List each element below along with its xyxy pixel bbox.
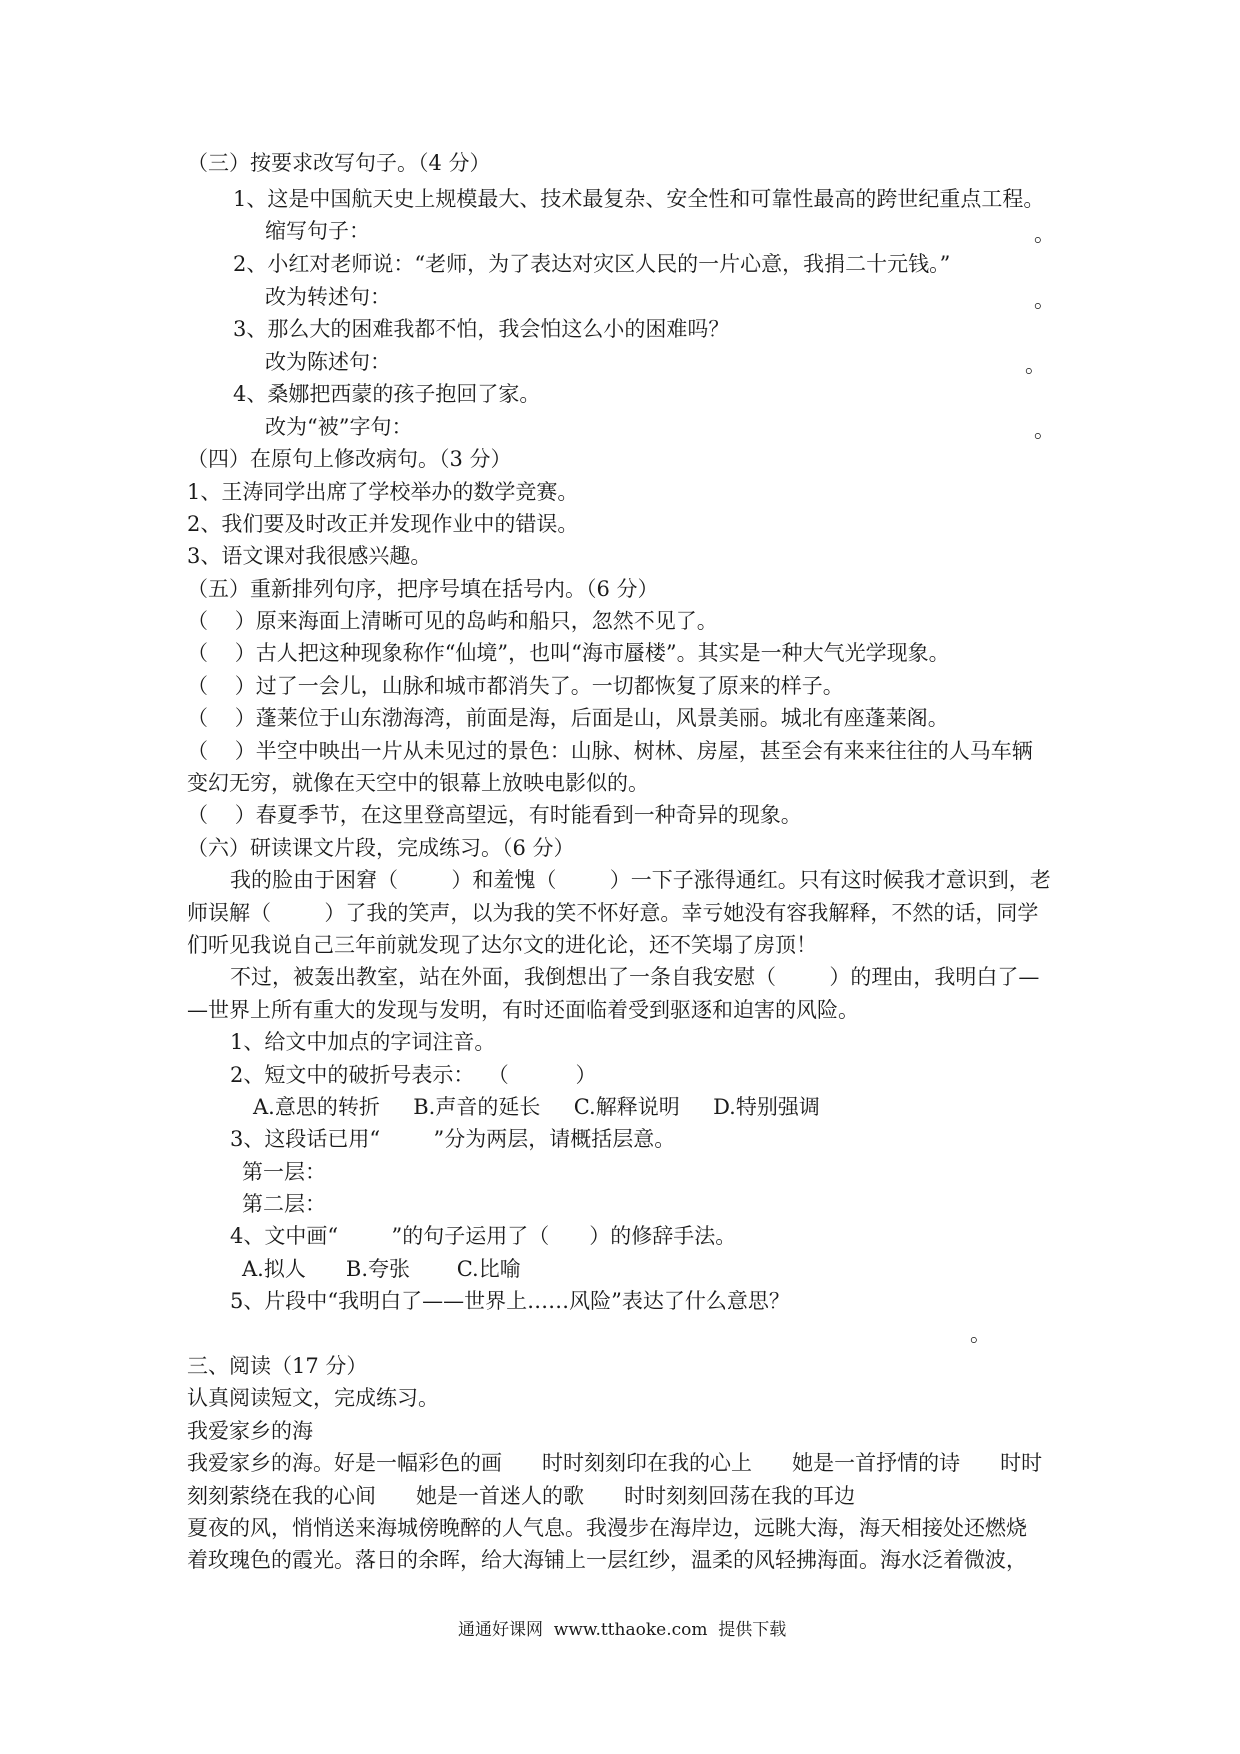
section3-q3-prompt: 改为陈述句： [265,350,391,374]
section6-q3-layer1: 第一层： [242,1160,326,1184]
section6-passage-line-2: 师误解（ ）了我的笑声，以为我的笑不怀好意。幸亏她没有容我解释，不然的话，同学 [187,901,1039,925]
section6-heading: （六）研读课文片段，完成练习。（6 分） [187,836,575,860]
section6-q4-options: A.拟人 B.夸张 C.比喻 [242,1257,521,1281]
page-footer: 通通好课网 www.tthaoke.com 提供下载 [458,1620,787,1640]
section3-q3-end-mark: 。 [1025,353,1046,377]
section6-q2-options: A.意思的转折 B.声音的延长 C.解释说明 D.特别强调 [253,1095,820,1119]
reading-line-1: 我爱家乡的海。好是一幅彩色的画 时时刻刻印在我的心上 她是一首抒情的诗 时时 [187,1451,1043,1475]
section4-item-2: 2、我们要及时改正并发现作业中的错误。 [187,512,579,536]
section5-item-5: （ ）半空中映出一片从未见过的景色：山脉、树林、房屋，甚至会有来来往往的人马车辆 [187,739,1033,763]
section3-heading: （三）按要求改写句子。（4 分） [187,151,491,175]
section6-q5-end-mark: 。 [970,1322,991,1346]
section6-q5: 5、片段中“我明白了——世界上……风险”表达了什么意思？ [230,1289,790,1313]
section3-q1-end-mark: 。 [1034,222,1055,246]
section3-q2-prompt: 改为转述句： [265,285,391,309]
section6-q4: 4、文中画“ ”的句子运用了（ ）的修辞手法。 [230,1224,737,1248]
section6-q3: 3、这段话已用“ ”分为两层，请概括层意。 [230,1127,676,1151]
section3-q3: 3、那么大的困难我都不怕，我会怕这么小的困难吗？ [233,317,730,341]
reading-line-4: 着玫瑰色的霞光。落日的余晖，给大海铺上一层红纱，温柔的风轻拂海面。海水泛着微波， [187,1548,1027,1572]
section4-item-1: 1、王涛同学出席了学校举办的数学竞赛。 [187,480,579,504]
reading-title: 我爱家乡的海 [187,1419,313,1443]
reading-heading: 三、阅读（17 分） [187,1354,368,1378]
section3-q1: 1、这是中国航天史上规模最大、技术最复杂、安全性和可靠性最高的跨世纪重点工程。 [233,187,1045,211]
section5-item-4: （ ）蓬莱位于山东渤海湾，前面是海，后面是山，风景美丽。城北有座蓬莱阁。 [187,706,949,730]
section3-q2-end-mark: 。 [1034,288,1055,312]
section5-item-1: （ ）原来海面上清晰可见的岛屿和船只，忽然不见了。 [187,609,718,633]
reading-line-3: 夏夜的风，悄悄送来海城傍晚醉的人气息。我漫步在海岸边，远眺大海，海天相接处还燃烧 [187,1516,1027,1540]
section3-q4-prompt: 改为“被”字句： [265,415,413,439]
section6-passage-line-1: 我的脸由于困窘（ ）和羞愧（ ）一下子涨得通红。只有这时候我才意识到，老 [230,868,1051,892]
section3-q2: 2、小红对老师说：“老师，为了表达对灾区人民的一片心意，我捐二十元钱。” [233,252,951,276]
section6-q1: 1、给文中加点的字词注音。 [230,1030,496,1054]
section5-item-5-cont: 变幻无穷，就像在天空中的银幕上放映电影似的。 [187,771,649,795]
reading-instruction: 认真阅读短文，完成练习。 [187,1386,439,1410]
section3-q1-prompt: 缩写句子： [265,219,370,243]
reading-line-2: 刻刻萦绕在我的心间 她是一首迷人的歌 时时刻刻回荡在我的耳边 [187,1484,856,1508]
section3-q4: 4、桑娜把西蒙的孩子抱回了家。 [233,382,541,406]
section6-passage-line-4: 不过，被轰出教室，站在外面，我倒想出了一条自我安慰（ ）的理由，我明白了— [230,965,1040,989]
section6-passage-line-5: —世界上所有重大的发现与发明，有时还面临着受到驱逐和迫害的风险。 [187,998,859,1022]
section5-item-2: （ ）古人把这种现象称作“仙境”，也叫“海市蜃楼”。其实是一种大气光学现象。 [187,641,950,665]
section3-q4-end-mark: 。 [1034,418,1055,442]
section5-item-6: （ ）春夏季节，在这里登高望远，有时能看到一种奇异的现象。 [187,803,802,827]
section6-passage-line-3: 们听见我说自己三年前就发现了达尔文的进化论，还不笑塌了房顶！ [187,933,817,957]
section4-heading: （四）在原句上修改病句。（3 分） [187,447,512,471]
section6-q3-layer2: 第二层： [242,1192,326,1216]
section6-q2: 2、短文中的破折号表示： （ ） [230,1063,597,1087]
section5-item-3: （ ）过了一会儿，山脉和城市都消失了。一切都恢复了原来的样子。 [187,674,844,698]
section4-item-3: 3、语文课对我很感兴趣。 [187,544,432,568]
section5-heading: （五）重新排列句序，把序号填在括号内。（6 分） [187,577,659,601]
